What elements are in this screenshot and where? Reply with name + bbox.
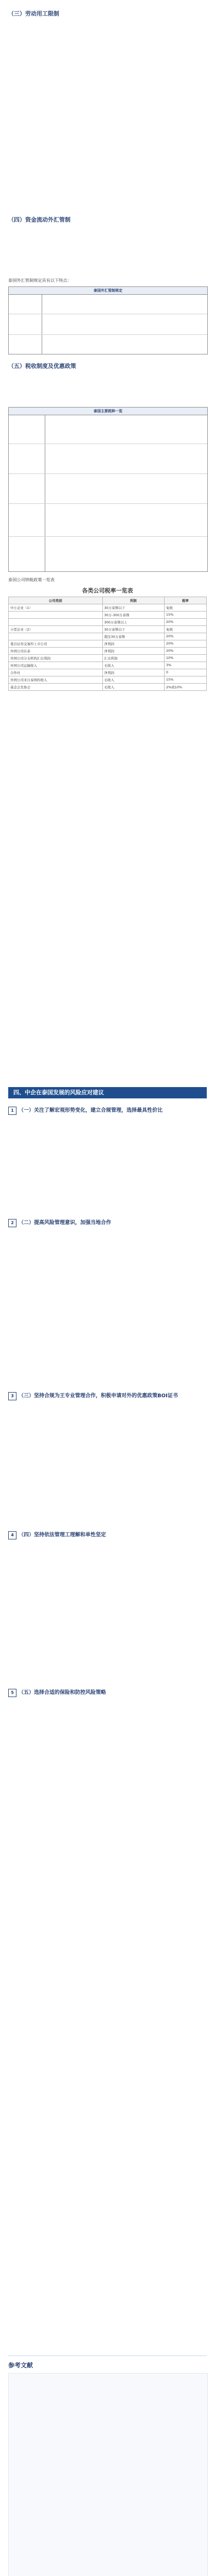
table-cell: 合作社 [9, 669, 103, 676]
risk-heading [8, 1530, 207, 1539]
tax-table-title: 泰国主要税种一览 [9, 408, 207, 415]
paragraph [8, 1701, 207, 1856]
paragraph [8, 21, 207, 116]
corp-tax-table [8, 586, 207, 691]
number-badge: 4 [8, 1531, 16, 1539]
table-cell: 外国公司来自泰国的收入 [9, 676, 103, 684]
section-heading: （五）税收制度及优惠政策 [8, 363, 76, 369]
table-cell [9, 633, 103, 640]
tax-table [8, 407, 208, 572]
table-cell: 2%或10% [164, 684, 206, 691]
number-badge: 5 [8, 1689, 16, 1697]
table-cell: 净利润 [102, 669, 164, 676]
table-cell: 0 [164, 669, 206, 676]
references-list [8, 2373, 208, 2576]
table-cell: 15% [164, 612, 206, 619]
fx-table-title: 泰国外汇管制规定 [9, 287, 207, 294]
number-badge: 3 [8, 1392, 16, 1400]
table-cell [9, 619, 103, 626]
table-cell: 20% [164, 619, 206, 626]
caption: 泰国公司纳税政策一览表 [8, 577, 55, 582]
table-cell: 20% [164, 648, 206, 655]
risk-title: （四）坚持依法管理工理解和单性坚定 [19, 1532, 106, 1538]
table-cell: 毛收入 [102, 684, 164, 691]
table-cell: 30万-300万泰铢 [102, 612, 164, 619]
table-row [9, 684, 207, 691]
table-cell: 300万泰铢以上 [102, 619, 164, 626]
table-cell: 3% [164, 662, 206, 669]
table-cell: 净利润 [102, 648, 164, 655]
table-cell: 外国公司在泰 [9, 648, 103, 655]
table-row [9, 604, 207, 612]
number-badge: 1 [8, 1107, 16, 1115]
table-row [9, 676, 207, 684]
corp-header-cell: 利润 [102, 597, 164, 604]
corp-table-grid [8, 597, 207, 691]
references-title: 参考文献 [8, 2362, 33, 2369]
paragraph [8, 948, 207, 1061]
table-cell: 外国公司分支机构汇出利润 [9, 655, 103, 662]
table-cell: 15% [164, 676, 206, 684]
table-row [9, 619, 207, 626]
table-cell: 20% [164, 640, 206, 648]
section-bar: 四、中企在泰国发展的风险应对建议 [8, 1087, 207, 1098]
table-cell: 免税 [164, 604, 206, 612]
table-cell: 毛收入 [102, 662, 164, 669]
table-cell: 毛收入 [102, 676, 164, 684]
table-row [9, 633, 207, 640]
table-row [9, 640, 207, 648]
table-cell: 外国公司运输收入 [9, 662, 103, 669]
paragraph [8, 1066, 207, 1082]
caption: 泰国外汇管制规定具有以下特点： [8, 278, 71, 283]
table-cell [9, 612, 103, 619]
table-row [9, 662, 207, 669]
risk-title: （二）提高风险管理意识，加强当地合作 [19, 1220, 111, 1226]
risk-heading [8, 1106, 207, 1115]
corp-header-cell: 公司类别 [9, 597, 103, 604]
table-row [9, 612, 207, 619]
fx-table [8, 286, 208, 354]
paragraph [8, 716, 207, 819]
paragraph [8, 1412, 207, 1520]
paragraph [8, 1544, 207, 1677]
section-heading: （四）资金流动外汇管制 [8, 216, 70, 223]
paragraph [8, 373, 207, 404]
table-row [9, 669, 207, 676]
paragraph [8, 824, 207, 943]
table-cell: 曼谷证券交易所上市公司 [9, 640, 103, 648]
corp-table-title: 各类公司税率一览表 [82, 587, 133, 594]
section-heading: （三）劳动用工限制 [8, 10, 59, 17]
table-cell: 免税 [164, 626, 206, 633]
table-row [9, 655, 207, 662]
risk-title: （五）选择合适的保险和防控风险策略 [19, 1690, 106, 1696]
risk-heading [8, 1391, 207, 1400]
divider [8, 2355, 207, 2356]
paragraph [8, 1231, 207, 1381]
paragraph [8, 121, 207, 209]
table-cell: 30万泰铢以下 [102, 626, 164, 633]
table-cell: 基金会及协会 [9, 684, 103, 691]
table-cell: 30万泰铢以下 [102, 604, 164, 612]
table-cell: 汇出利润 [102, 655, 164, 662]
table-cell: 10% [164, 655, 206, 662]
corp-header-cell: 税率 [164, 597, 206, 604]
paragraph [8, 227, 207, 273]
risk-title: （三）坚持合规为王专业管理合作，积极申请对外的优惠政策BOI证书 [19, 1393, 178, 1399]
number-badge: 2 [8, 1219, 16, 1227]
table-row [9, 626, 207, 633]
table-cell: 20% [164, 633, 206, 640]
table-cell: 净利润 [102, 640, 164, 648]
risk-title: （一）关注了解宏观形势变化，建立合规管理，选择最具性价比 [19, 1108, 163, 1113]
risk-heading [8, 1688, 207, 1697]
table-cell: 中小企业（1） [9, 604, 103, 612]
paragraph [8, 1118, 207, 1206]
table-cell: 小型企业（2） [9, 626, 103, 633]
table-cell: 超过30万泰铢 [102, 633, 164, 640]
risk-heading [8, 1218, 207, 1227]
table-row [9, 648, 207, 655]
